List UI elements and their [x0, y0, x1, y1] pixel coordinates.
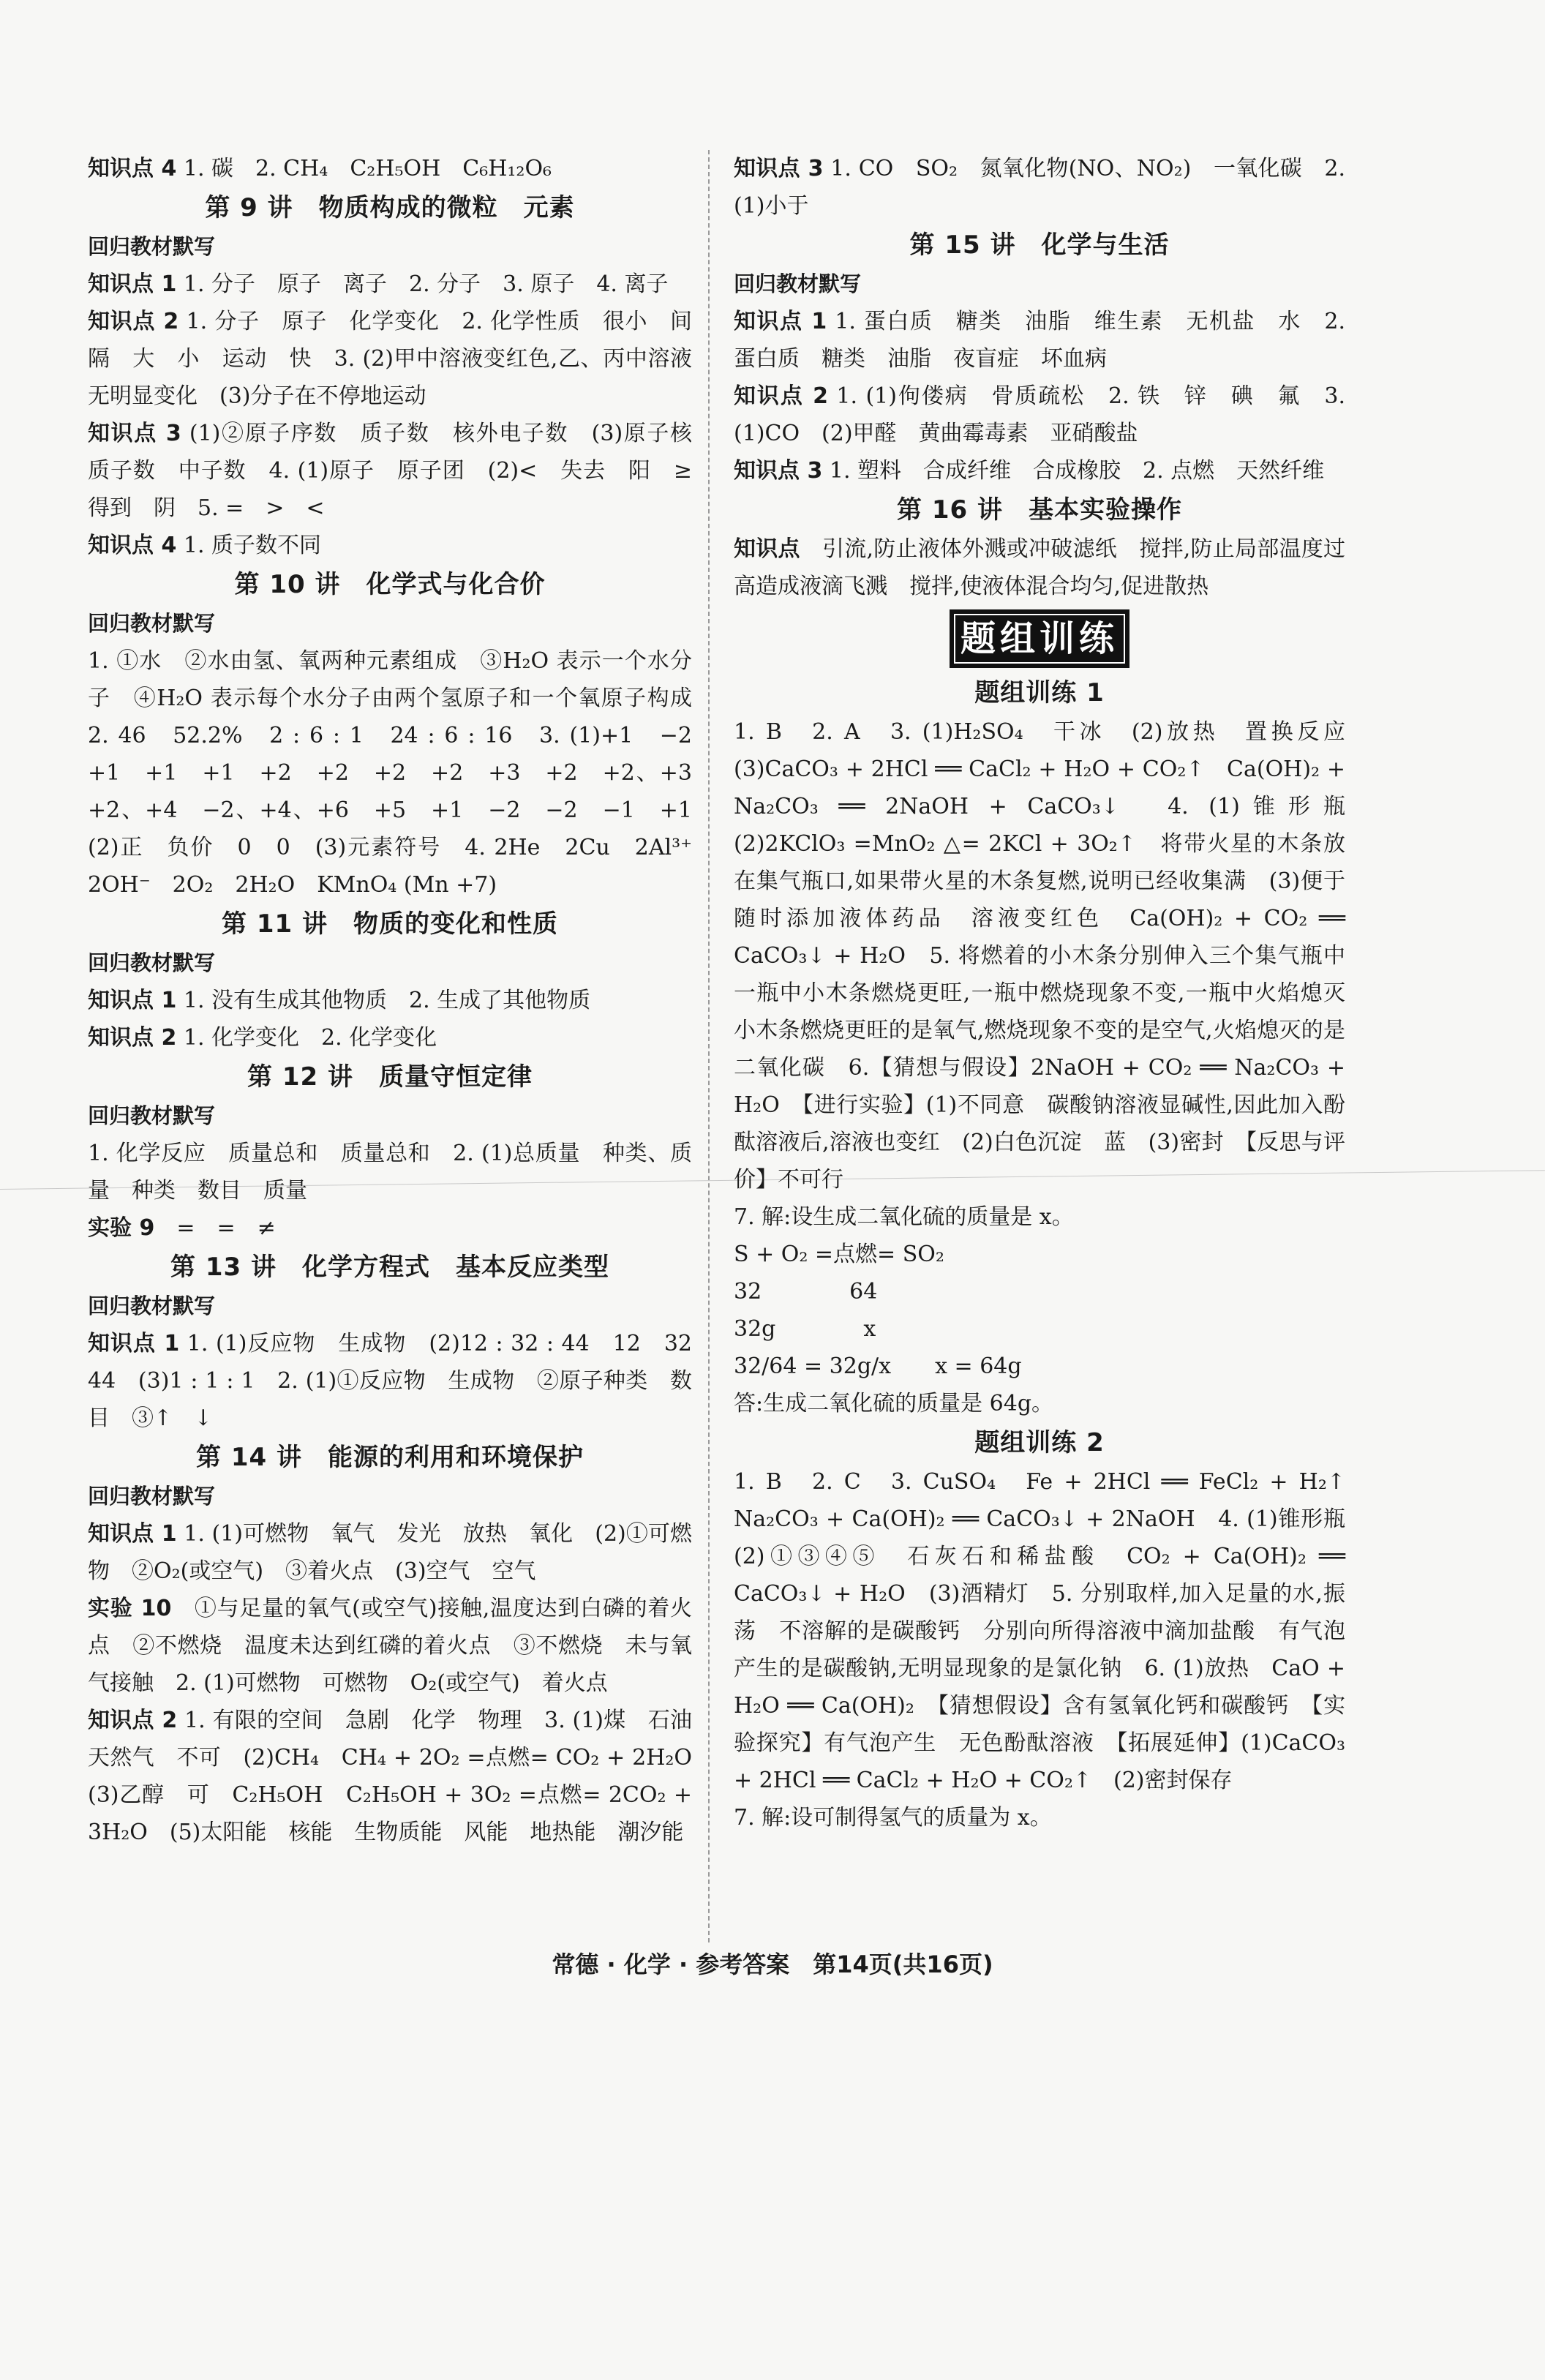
answer-text: 1. ①水 ②水由氢、氧两种元素组成 ③H₂O 表示一个水分子 ④H₂O 表示每个水分子由两个氢原子和一个氧原子构成 2. 46 52.2% 2 : 6 : 1 24 : 6 : 16 3. (1)+1 −2 +1 +1 +1 +2 +2 +2 +2 +3 +2 +2、+3 +2、+4 −2、+4、+6 +5 +1 −2 −2 −1 +1 (2)正 负价 0 0 (3)元素符号 4. 2He 2Cu 2Al³⁺ 2OH⁻ 2O₂ 2H₂O KMnO₄ (Mn +7): [88, 648, 714, 898]
right-column: [734, 150, 1367, 1836]
lecture-title: 题组训练 1: [974, 678, 1105, 707]
answer-text: 1. 蛋白质 糖类 油脂 维生素 无机盐 水 2. 蛋白质 糖类 油脂 夜盲症 坏血病: [734, 309, 1345, 372]
lecture-title: 第 13 讲 化学方程式 基本反应类型: [170, 1253, 609, 1282]
answer-text: 1. 分子 原子 化学变化 2. 化学性质 很小 间隔 大 小 运动 快 3. (2)甲中溶液变红色,乙、丙中溶液无明显变化 (3)分子在不停地运动: [88, 309, 692, 409]
answer-paragraph: [734, 713, 1367, 1198]
answer-text: 7. 解:设可制得氢气的质量为 x。: [734, 1805, 1052, 1831]
column-divider: [708, 150, 710, 1942]
knowledge-point-label: 知识点 2: [88, 309, 179, 334]
answer-text: 7. 解:设生成二氧化硫的质量是 x。: [734, 1204, 1074, 1230]
answer-paragraph: [734, 1273, 1345, 1310]
answer-text: 1. B 2. A 3. (1)H₂SO₄ 干冰 (2)放热 置换反应 (3)CaCO₃ + 2HCl ══ CaCl₂ + H₂O + CO₂↑ Ca(OH)₂ + Na₂CO₃ ══ 2NaOH + CaCO₃↓ 4. (1)锥形瓶 (2)2KClO₃ =MnO₂ △= 2KCl + 3O₂↑ 将带火星的木条放在集气瓶口,如果带火星的木条复燃,说明已经收集满 (3)便于随时添加液体药品 溶液变红色 Ca(OH)₂ + CO₂ ══ CaCO₃↓ + H₂O 5. 将燃着的小木条分别伸入三个集气瓶中 一瓶中小木条燃烧更旺,一瓶中燃烧现象不变,一瓶中火焰熄灭 小木条燃烧更旺的是氧气,燃烧现象不变的是空气,火焰熄灭的是二氧化碳 6.【猜想与假设】2NaOH + CO₂ ══ Na₂CO₃ + H₂O 【进行实验】(1)不同意 碳酸钠溶液显碱性,因此加入酚酞溶液后,溶液也变红 (2)白色沉淀 蓝 (3)密封 【反思与评价】不可行: [734, 719, 1367, 1193]
answer-paragraph: [88, 527, 692, 564]
answer-paragraph: [88, 982, 692, 1019]
knowledge-point-label: 知识点 1: [88, 988, 177, 1013]
answer-paragraph: [734, 1310, 1345, 1348]
answer-paragraph: [88, 1702, 714, 1851]
answer-text: 32 64: [734, 1279, 878, 1305]
answer-paragraph: [734, 1236, 1345, 1273]
answer-text: 答:生成二氧化硫的质量是 64g。: [734, 1391, 1054, 1416]
answer-text: = = ≠: [154, 1215, 276, 1241]
knowledge-point-label: 实验 9: [88, 1215, 155, 1241]
subsection-heading: 回归教材默写: [88, 1294, 216, 1318]
answer-text: S + O₂ =点燃= SO₂: [734, 1242, 944, 1267]
answer-text: 1. 化学变化 2. 化学变化: [176, 1025, 437, 1051]
subsection-heading: 回归教材默写: [88, 234, 216, 259]
knowledge-point-label: 知识点 4: [88, 156, 177, 181]
lecture-title: 第 12 讲 质量守恒定律: [247, 1062, 533, 1092]
answer-paragraph: [88, 415, 714, 527]
answer-text: ①与足量的氧气(或空气)接触,温度达到白磷的着火点 ②不燃烧 温度未达到红磷的着火点 ③不燃烧 未与氧气接触 2. (1)可燃物 可燃物 O₂(或空气) 着火点: [88, 1596, 692, 1696]
answer-text: 1. (1)可燃物 氧气 发光 放热 氧化 (2)①可燃物 ②O₂(或空气) ③着火点 (3)空气 空气: [88, 1521, 692, 1584]
answer-paragraph: [734, 1799, 1345, 1836]
lecture-title: 第 10 讲 化学式与化合价: [234, 570, 546, 599]
answer-paragraph: [734, 150, 1345, 225]
page-footer: 常德 · 化学 · 参考答案 第14页(共16页): [552, 1951, 993, 1978]
answer-text: 32g x: [734, 1316, 876, 1342]
answer-paragraph: [88, 642, 714, 904]
answer-text: 1. (1)佝偻病 骨质疏松 2. 铁 锌 碘 氟 3. (1)CO (2)甲醛 黄曲霉毒素 亚硝酸盐: [734, 383, 1345, 446]
knowledge-point-label: 知识点 1: [734, 309, 827, 334]
answer-text: (1)②原子序数 质子数 核外电子数 (3)原子核 质子数 中子数 4. (1)原子 原子团 (2)< 失去 阳 ≥ 得到 阴 5. = > <: [88, 421, 714, 521]
knowledge-point-label: 知识点 1: [88, 271, 177, 297]
lecture-title: 题组训练 2: [974, 1428, 1105, 1457]
lecture-title: 第 11 讲 物质的变化和性质: [222, 909, 558, 939]
answer-paragraph: [88, 1325, 714, 1437]
answer-paragraph: [88, 1019, 692, 1056]
answer-text: 1. B 2. C 3. CuSO₄ Fe + 2HCl ══ FeCl₂ + H₂↑ Na₂CO₃ + Ca(OH)₂ ══ CaCO₃↓ + 2NaOH 4. (1)锥形瓶 (2)①③④⑤ 石灰石和稀盐酸 CO₂ + Ca(OH)₂ ══ CaCO₃↓ + H₂O (3)酒精灯 5. 分别取样,加入足量的水,振荡 不溶解的是碳酸钙 分别向所得溶液中滴加盐酸 有气泡产生的是碳酸钠,无明显现象的是氯化钠 6. (1)放热 CaO + H₂O ══ Ca(OH)₂ 【猜想假设】含有氢氧化钙和碳酸钙 【实验探究】有气泡产生 无色酚酞溶液 【拓展延伸】(1)CaCO₃ + 2HCl ══ CaCl₂ + H₂O + CO₂↑ (2)密封保存: [734, 1469, 1367, 1793]
section-banner: 题组训练: [950, 609, 1129, 668]
answer-text: 1. 分子 原子 离子 2. 分子 3. 原子 4. 离子: [176, 271, 669, 297]
knowledge-point-label: 知识点 4: [88, 533, 177, 558]
answer-paragraph: [734, 530, 1345, 605]
knowledge-point-label: 知识点 2: [88, 1025, 177, 1051]
knowledge-point-label: 知识点 2: [734, 383, 828, 409]
answer-paragraph: [88, 1135, 692, 1209]
subsection-heading: 回归教材默写: [88, 950, 216, 975]
answer-paragraph: [734, 1348, 1345, 1385]
knowledge-point-label: 知识点 3: [734, 458, 823, 484]
subsection-heading: 回归教材默写: [88, 611, 216, 636]
subsection-heading: 回归教材默写: [88, 1484, 216, 1509]
answer-text: 1. (1)反应物 生成物 (2)12 : 32 : 44 12 32 44 (3)1 : 1 : 1 2. (1)①反应物 生成物 ②原子种类 数目 ③↑ ↓: [88, 1331, 714, 1431]
answer-paragraph: [88, 303, 692, 415]
knowledge-point-label: 知识点: [734, 536, 800, 562]
knowledge-point-label: 知识点 2: [88, 1708, 178, 1733]
answer-paragraph: [88, 1209, 692, 1247]
answer-paragraph: [734, 1198, 1345, 1236]
answer-text: 引流,防止液体外溅或冲破滤纸 搅拌,防止局部温度过高造成液滴飞溅 搅拌,使液体混合均匀,促进散热: [734, 536, 1346, 599]
answer-paragraph: [734, 303, 1345, 378]
answer-text: 32/64 = 32g/x x = 64g: [734, 1354, 1022, 1379]
lecture-title: 第 9 讲 物质构成的微粒 元素: [205, 193, 575, 222]
answer-text: 1. 碳 2. CH₄ C₂H₅OH C₆H₁₂O₆: [176, 156, 552, 181]
answer-text: 1. 化学反应 质量总和 质量总和 2. (1)总质量 种类、质量 种类 数目 质量: [88, 1141, 692, 1204]
answer-paragraph: [88, 150, 692, 187]
knowledge-point-label: 知识点 1: [88, 1331, 180, 1356]
answer-text: 1. CO SO₂ 氮氧化物(NO、NO₂) 一氧化碳 2. (1)小于: [734, 156, 1345, 219]
answer-text: 1. 塑料 合成纤维 合成橡胶 2. 点燃 天然纤维: [822, 458, 1325, 484]
knowledge-point-label: 知识点 3: [88, 421, 181, 446]
answer-paragraph: [734, 1463, 1367, 1799]
knowledge-point-label: 实验 10: [88, 1596, 172, 1621]
knowledge-point-label: 知识点 3: [734, 156, 824, 181]
subsection-heading: 回归教材默写: [88, 1103, 216, 1128]
answer-paragraph: [734, 378, 1345, 452]
left-column: [88, 150, 714, 1851]
lecture-title: 第 16 讲 基本实验操作: [897, 495, 1182, 525]
lecture-title: 第 14 讲 能源的利用和环境保护: [196, 1443, 584, 1472]
lecture-title: 第 15 讲 化学与生活: [909, 230, 1170, 260]
answer-paragraph: [88, 266, 692, 303]
answer-paragraph: [734, 1385, 1345, 1422]
answer-text: 1. 质子数不同: [176, 533, 322, 558]
answer-text: 1. 有限的空间 急剧 化学 物理 3. (1)煤 石油 天然气 不可 (2)CH₄ CH₄ + 2O₂ =点燃= CO₂ + 2H₂O (3)乙醇 可 C₂H₅OH C₂H₅OH + 3O₂ =点燃= 2CO₂ + 3H₂O (5)太阳能 核能 生物质能 风能 地热能 潮汐能: [88, 1708, 714, 1845]
answer-paragraph: [734, 452, 1345, 489]
answer-paragraph: [88, 1590, 692, 1702]
answer-text: 1. 没有生成其他物质 2. 生成了其他物质: [176, 988, 591, 1013]
knowledge-point-label: 知识点 1: [88, 1521, 177, 1547]
answer-paragraph: [88, 1515, 692, 1590]
subsection-heading: 回归教材默写: [734, 271, 862, 296]
